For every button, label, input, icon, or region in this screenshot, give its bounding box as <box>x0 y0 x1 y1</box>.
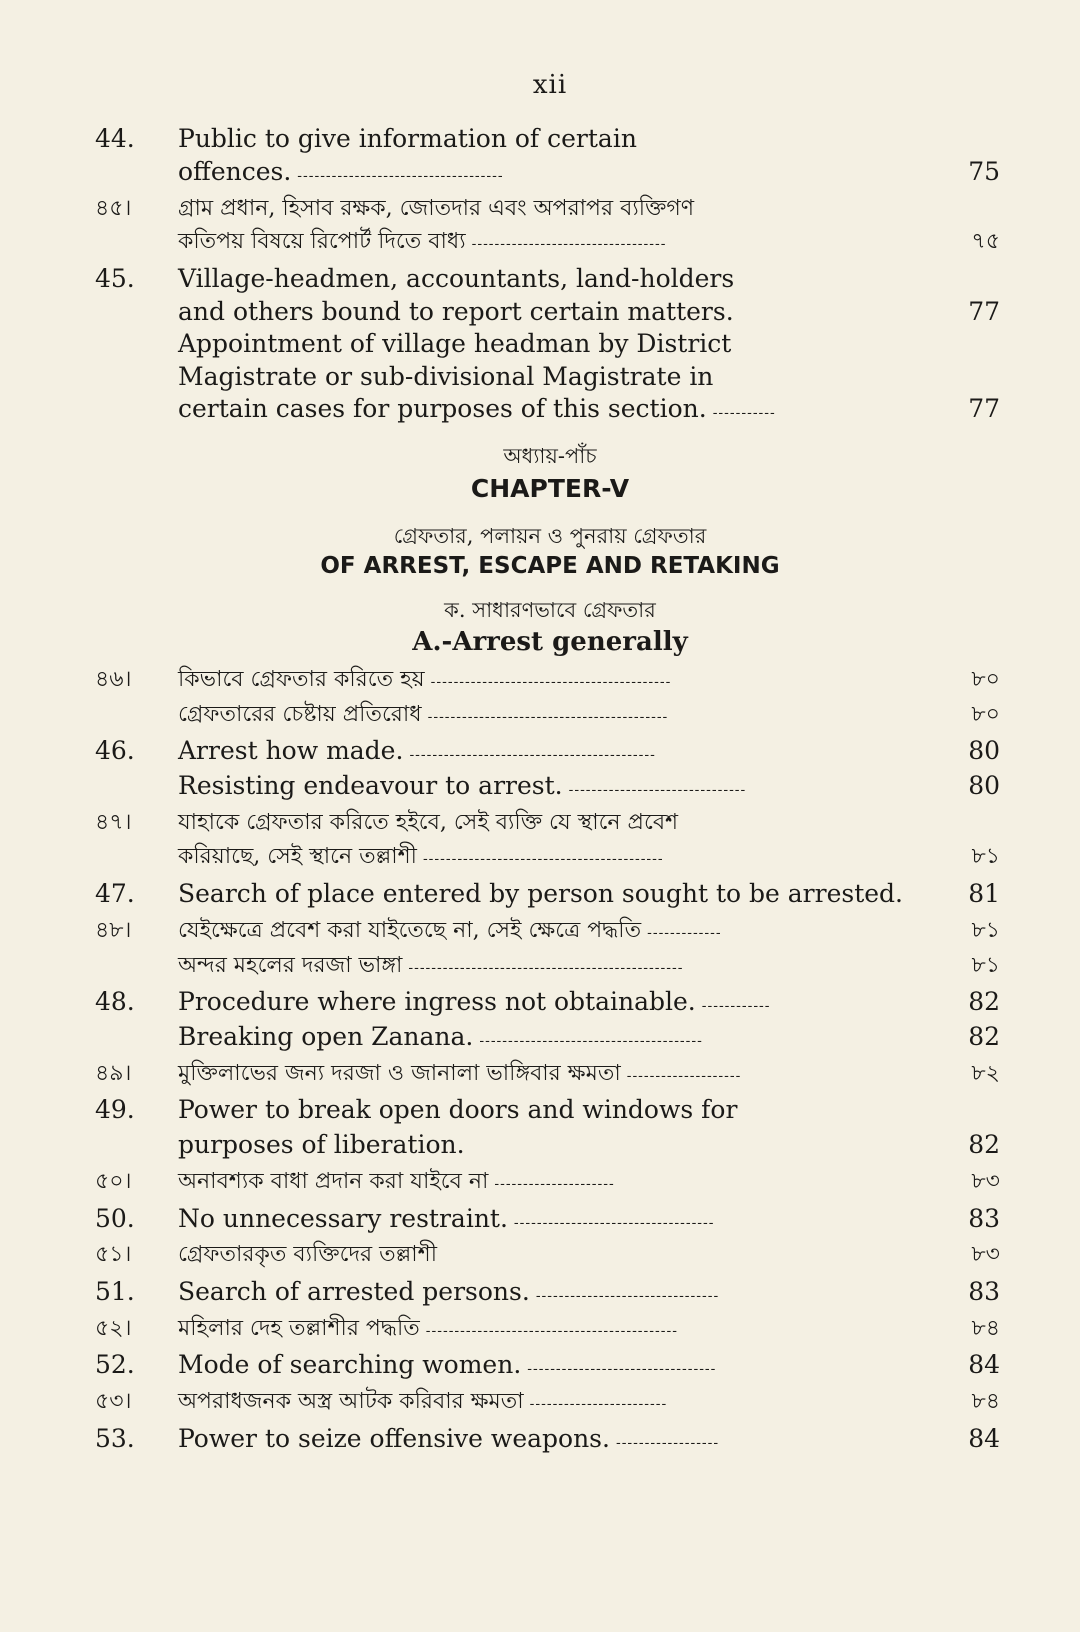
dot-leader: ------------- <box>647 924 722 941</box>
page-number: xii <box>532 70 568 100</box>
section-number: ৪৫। <box>95 196 132 221</box>
section-title-text: কিভাবে গ্রেফতার করিতে হয় <box>178 667 425 692</box>
page-ref: 77 <box>968 296 1000 326</box>
section-number: ৫০। <box>95 1168 132 1194</box>
section-title-text: Public to give information of certain <box>178 124 637 153</box>
section-number: ৪৭। <box>95 809 132 835</box>
toc-line <box>95 877 1000 912</box>
section-number: 47. <box>95 879 135 909</box>
toc-entry <box>95 1202 1000 1237</box>
toc-entry <box>95 663 1000 732</box>
section-title-text: অপরাধজনক অস্ত্র আটক করিবার ক্ষমতা <box>178 1389 524 1414</box>
toc-line <box>95 1238 1000 1273</box>
section-number: ৪৯। <box>95 1060 132 1086</box>
section-title <box>178 663 671 700</box>
dot-leader: ------------------------------------------ <box>427 708 669 725</box>
toc-line <box>95 361 1000 394</box>
section-title <box>178 840 664 877</box>
section-title <box>178 949 683 986</box>
dot-leader: --------------------------------- <box>527 1361 717 1378</box>
section-title <box>178 1275 719 1314</box>
dot-leader: ------------------------------------------------ <box>408 959 684 976</box>
page-ref: 80 <box>968 736 1000 766</box>
dot-leader: ----------------------------------- <box>513 1214 715 1231</box>
dot-leader: ------------------------------------ <box>297 167 504 184</box>
toc-entry <box>95 1422 1000 1457</box>
toc-line <box>95 226 1000 259</box>
page-ref: 84 <box>968 1423 1000 1453</box>
section-number: 51. <box>95 1276 135 1306</box>
page-ref: 82 <box>968 1130 1000 1160</box>
toc-line <box>95 698 1000 733</box>
chapter-subtitle: OF ARREST, ESCAPE AND RETAKING <box>320 553 780 579</box>
section-title <box>178 1057 741 1094</box>
section-title <box>178 193 694 226</box>
section-number: ৪৮। <box>95 917 132 943</box>
dot-leader: --------------------- <box>494 1175 615 1192</box>
toc-entry <box>95 1312 1000 1347</box>
toc-line <box>95 1312 1000 1347</box>
section-title-text: করিয়াছে, সেই স্থানে তল্লাশী <box>178 844 417 870</box>
toc-entry <box>95 123 1000 188</box>
page-ref: 77 <box>968 394 1000 423</box>
toc-line <box>95 769 1000 804</box>
section-number: 48. <box>95 987 135 1017</box>
page-ref: ৮৩ <box>971 1242 1000 1268</box>
dot-leader: ------------------------------------------ <box>430 674 672 690</box>
dot-leader: -------------------------------- <box>535 1287 720 1304</box>
page-ref: ৮১ <box>971 844 1000 870</box>
section-number: 44. <box>95 124 135 153</box>
section-title-text: Power to break open doors and windows for <box>178 1095 738 1125</box>
section-title <box>178 1312 678 1349</box>
toc-line <box>95 949 1000 984</box>
toc-entry <box>95 193 1000 258</box>
section-title-text: Power to seize offensive weapons. <box>178 1423 610 1453</box>
toc-line <box>95 663 1000 698</box>
section-title <box>178 806 678 841</box>
page-ref: 82 <box>968 1021 1000 1051</box>
toc-line <box>95 193 1000 226</box>
toc-line <box>95 840 1000 875</box>
section-number: 49. <box>95 1095 135 1125</box>
toc-line <box>95 1385 1000 1420</box>
chapter-title: CHAPTER-V <box>470 474 630 503</box>
section-title <box>178 1165 615 1202</box>
section-title <box>178 393 776 430</box>
toc-line <box>95 914 1000 949</box>
dot-leader: -------------------------------------------- <box>425 1322 678 1339</box>
chapter-subtitle-bengali: গ্রেফতার, পলায়ন ও পুনরায় গ্রেফতার <box>393 524 707 548</box>
section-title-text: Mode of searching women. <box>178 1350 522 1380</box>
toc-line <box>95 1128 1000 1163</box>
section-title-text: certain cases for purposes of this section. <box>178 394 707 423</box>
toc-entry <box>95 1275 1000 1310</box>
section-title <box>178 123 637 156</box>
toc-line <box>95 296 1000 329</box>
section-title <box>178 698 668 735</box>
page-ref: ৮০ <box>971 701 1000 727</box>
section-title-text: গ্রেফতারকৃত ব্যক্তিদের তল্লাশী <box>178 1242 437 1268</box>
section-title-text: Search of arrested persons. <box>178 1276 530 1306</box>
dot-leader: ------------------------------------------ <box>422 851 664 868</box>
toc-line <box>95 123 1000 156</box>
toc-line <box>95 1165 1000 1200</box>
section-title <box>178 1348 716 1387</box>
section-title-text: অনাবশ্যক বাধা প্রদান করা যাইবে না <box>178 1168 489 1194</box>
dot-leader: ----------- <box>712 405 776 421</box>
toc-line <box>95 328 1000 361</box>
section-title-text: কতিপয় বিষয়ে রিপোর্ট দিতে বাধ্য <box>178 228 466 254</box>
section-title <box>178 328 731 361</box>
toc-line <box>95 1020 1000 1055</box>
page-ref: ৮০ <box>971 667 1000 692</box>
page-ref: ৭৫ <box>971 228 1000 254</box>
toc-entry <box>95 263 1000 426</box>
section-number: ৫২। <box>95 1315 132 1341</box>
toc-line <box>95 393 1000 426</box>
toc-entry <box>95 877 1000 912</box>
page-ref: 75 <box>968 156 1000 186</box>
section-title-text: Resisting endeavour to arrest. <box>178 771 563 801</box>
toc-entry <box>95 1165 1000 1200</box>
section-title-text: Arrest how made. <box>178 736 404 766</box>
page-ref: ৮৪ <box>971 1315 1000 1341</box>
section-title <box>178 1202 715 1241</box>
section-heading-bengali: ক. সাধারণভাবে গ্রেফতার <box>444 598 656 622</box>
page-ref: ৮৪ <box>971 1389 1000 1414</box>
section-title-text: No unnecessary restraint. <box>178 1203 508 1233</box>
page-ref: 83 <box>968 1276 1000 1306</box>
toc-entry <box>95 1093 1000 1162</box>
toc-entry <box>95 1348 1000 1383</box>
toc-line <box>95 1057 1000 1092</box>
page-ref: ৮২ <box>971 1060 1000 1086</box>
page-ref: 83 <box>968 1203 1000 1233</box>
dot-leader: ------------------------------------------- <box>409 747 656 764</box>
section-title-text: গ্রেফতারের চেষ্টায় প্রতিরোধ <box>178 701 422 727</box>
page-ref: 84 <box>968 1350 1000 1380</box>
section-title <box>178 361 713 394</box>
toc-entry <box>95 985 1000 1054</box>
toc-entry <box>95 914 1000 983</box>
toc-entry <box>95 1238 1000 1273</box>
dot-leader: -------------------- <box>626 1067 742 1084</box>
page-ref: ৮১ <box>971 917 1000 943</box>
section-title <box>178 263 734 296</box>
section-title <box>178 734 656 773</box>
section-title-text: purposes of liberation. <box>178 1130 465 1160</box>
section-title-text: offences. <box>178 156 292 186</box>
section-title-text: Breaking open Zanana. <box>178 1021 474 1051</box>
section-title <box>178 769 746 808</box>
dot-leader: --------------------------------------- <box>479 1032 703 1049</box>
toc-line <box>95 1202 1000 1237</box>
toc-line <box>95 1348 1000 1383</box>
toc-line <box>95 1275 1000 1310</box>
dot-leader: ---------------------------------- <box>471 235 667 252</box>
dot-leader: ------------------------ <box>529 1396 668 1412</box>
section-title <box>178 226 666 261</box>
dot-leader: ------------------------------- <box>568 782 747 799</box>
section-title-text: মুক্তিলাভের জন্য দরজা ও জানালা ভাঙ্গিবার ক্ষমতা <box>178 1060 621 1086</box>
section-title-text: Appointment of village headman by District <box>178 329 732 358</box>
section-number: ৪৬। <box>95 667 132 692</box>
section-title <box>178 1128 465 1163</box>
toc-line <box>95 1093 1000 1128</box>
toc-entry <box>95 1385 1000 1420</box>
section-number: 52. <box>95 1350 135 1380</box>
dot-leader: ------------ <box>701 998 771 1015</box>
section-title-text: মহিলার দেহ তল্লাশীর পদ্ধতি <box>178 1315 420 1341</box>
dot-leader: ------------------ <box>615 1434 720 1451</box>
section-title-text: গ্রাম প্রধান, হিসাব রক্ষক, জোতদার এবং অপরাপর ব্যক্তিগণ <box>178 196 695 221</box>
section-number: ৫৩। <box>95 1389 132 1414</box>
page-ref: 80 <box>968 771 1000 801</box>
section-title-text: Procedure where ingress not obtainable. <box>178 987 696 1017</box>
page-ref: 82 <box>968 987 1000 1017</box>
section-title-text: যেইক্ষেত্রে প্রবেশ করা যাইতেছে না, সেই ক্ষেত্রে পদ্ধতি <box>178 917 642 943</box>
section-title-text: যাহাকে গ্রেফতার করিতে হইবে, সেই ব্যক্তি যে স্থানে প্রবেশ <box>178 809 679 835</box>
section-number: 45. <box>95 264 135 293</box>
section-title <box>178 156 504 193</box>
section-title <box>178 914 722 951</box>
section-title-text: অন্দর মহলের দরজা ভাঙ্গা <box>178 952 403 978</box>
toc-entry <box>95 806 1000 875</box>
section-number: ৫১। <box>95 1242 132 1268</box>
toc-entry <box>95 734 1000 803</box>
chapter-label-bengali: অধ্যায়-পাঁচ <box>503 444 597 468</box>
toc-line <box>95 985 1000 1020</box>
section-title <box>178 877 903 912</box>
section-title <box>178 985 771 1024</box>
section-title-text: Search of place entered by person sought to be arrested. <box>178 879 903 909</box>
section-title <box>178 1093 737 1128</box>
toc-entry <box>95 1057 1000 1092</box>
section-title <box>178 1238 437 1273</box>
section-heading: A.-Arrest generally <box>412 627 688 657</box>
toc-line <box>95 263 1000 296</box>
section-number: 50. <box>95 1203 135 1233</box>
section-title-text: Magistrate or sub-divisional Magistrate in <box>178 361 714 391</box>
section-title <box>178 1422 719 1461</box>
section-number: 53. <box>95 1423 135 1453</box>
section-title-text: Village-headmen, accountants, land-holders <box>178 264 735 293</box>
toc-line <box>95 806 1000 841</box>
section-title <box>178 1020 703 1059</box>
toc-line <box>95 734 1000 769</box>
section-number: 46. <box>95 736 135 766</box>
page-ref: ৮১ <box>971 952 1000 978</box>
page-ref: ৮৩ <box>971 1168 1000 1194</box>
toc-line <box>95 1422 1000 1457</box>
section-title <box>178 296 734 329</box>
toc-line <box>95 156 1000 189</box>
section-title-text: and others bound to report certain matters. <box>178 296 734 326</box>
section-title <box>178 1385 667 1422</box>
page-ref: 81 <box>968 879 1000 909</box>
